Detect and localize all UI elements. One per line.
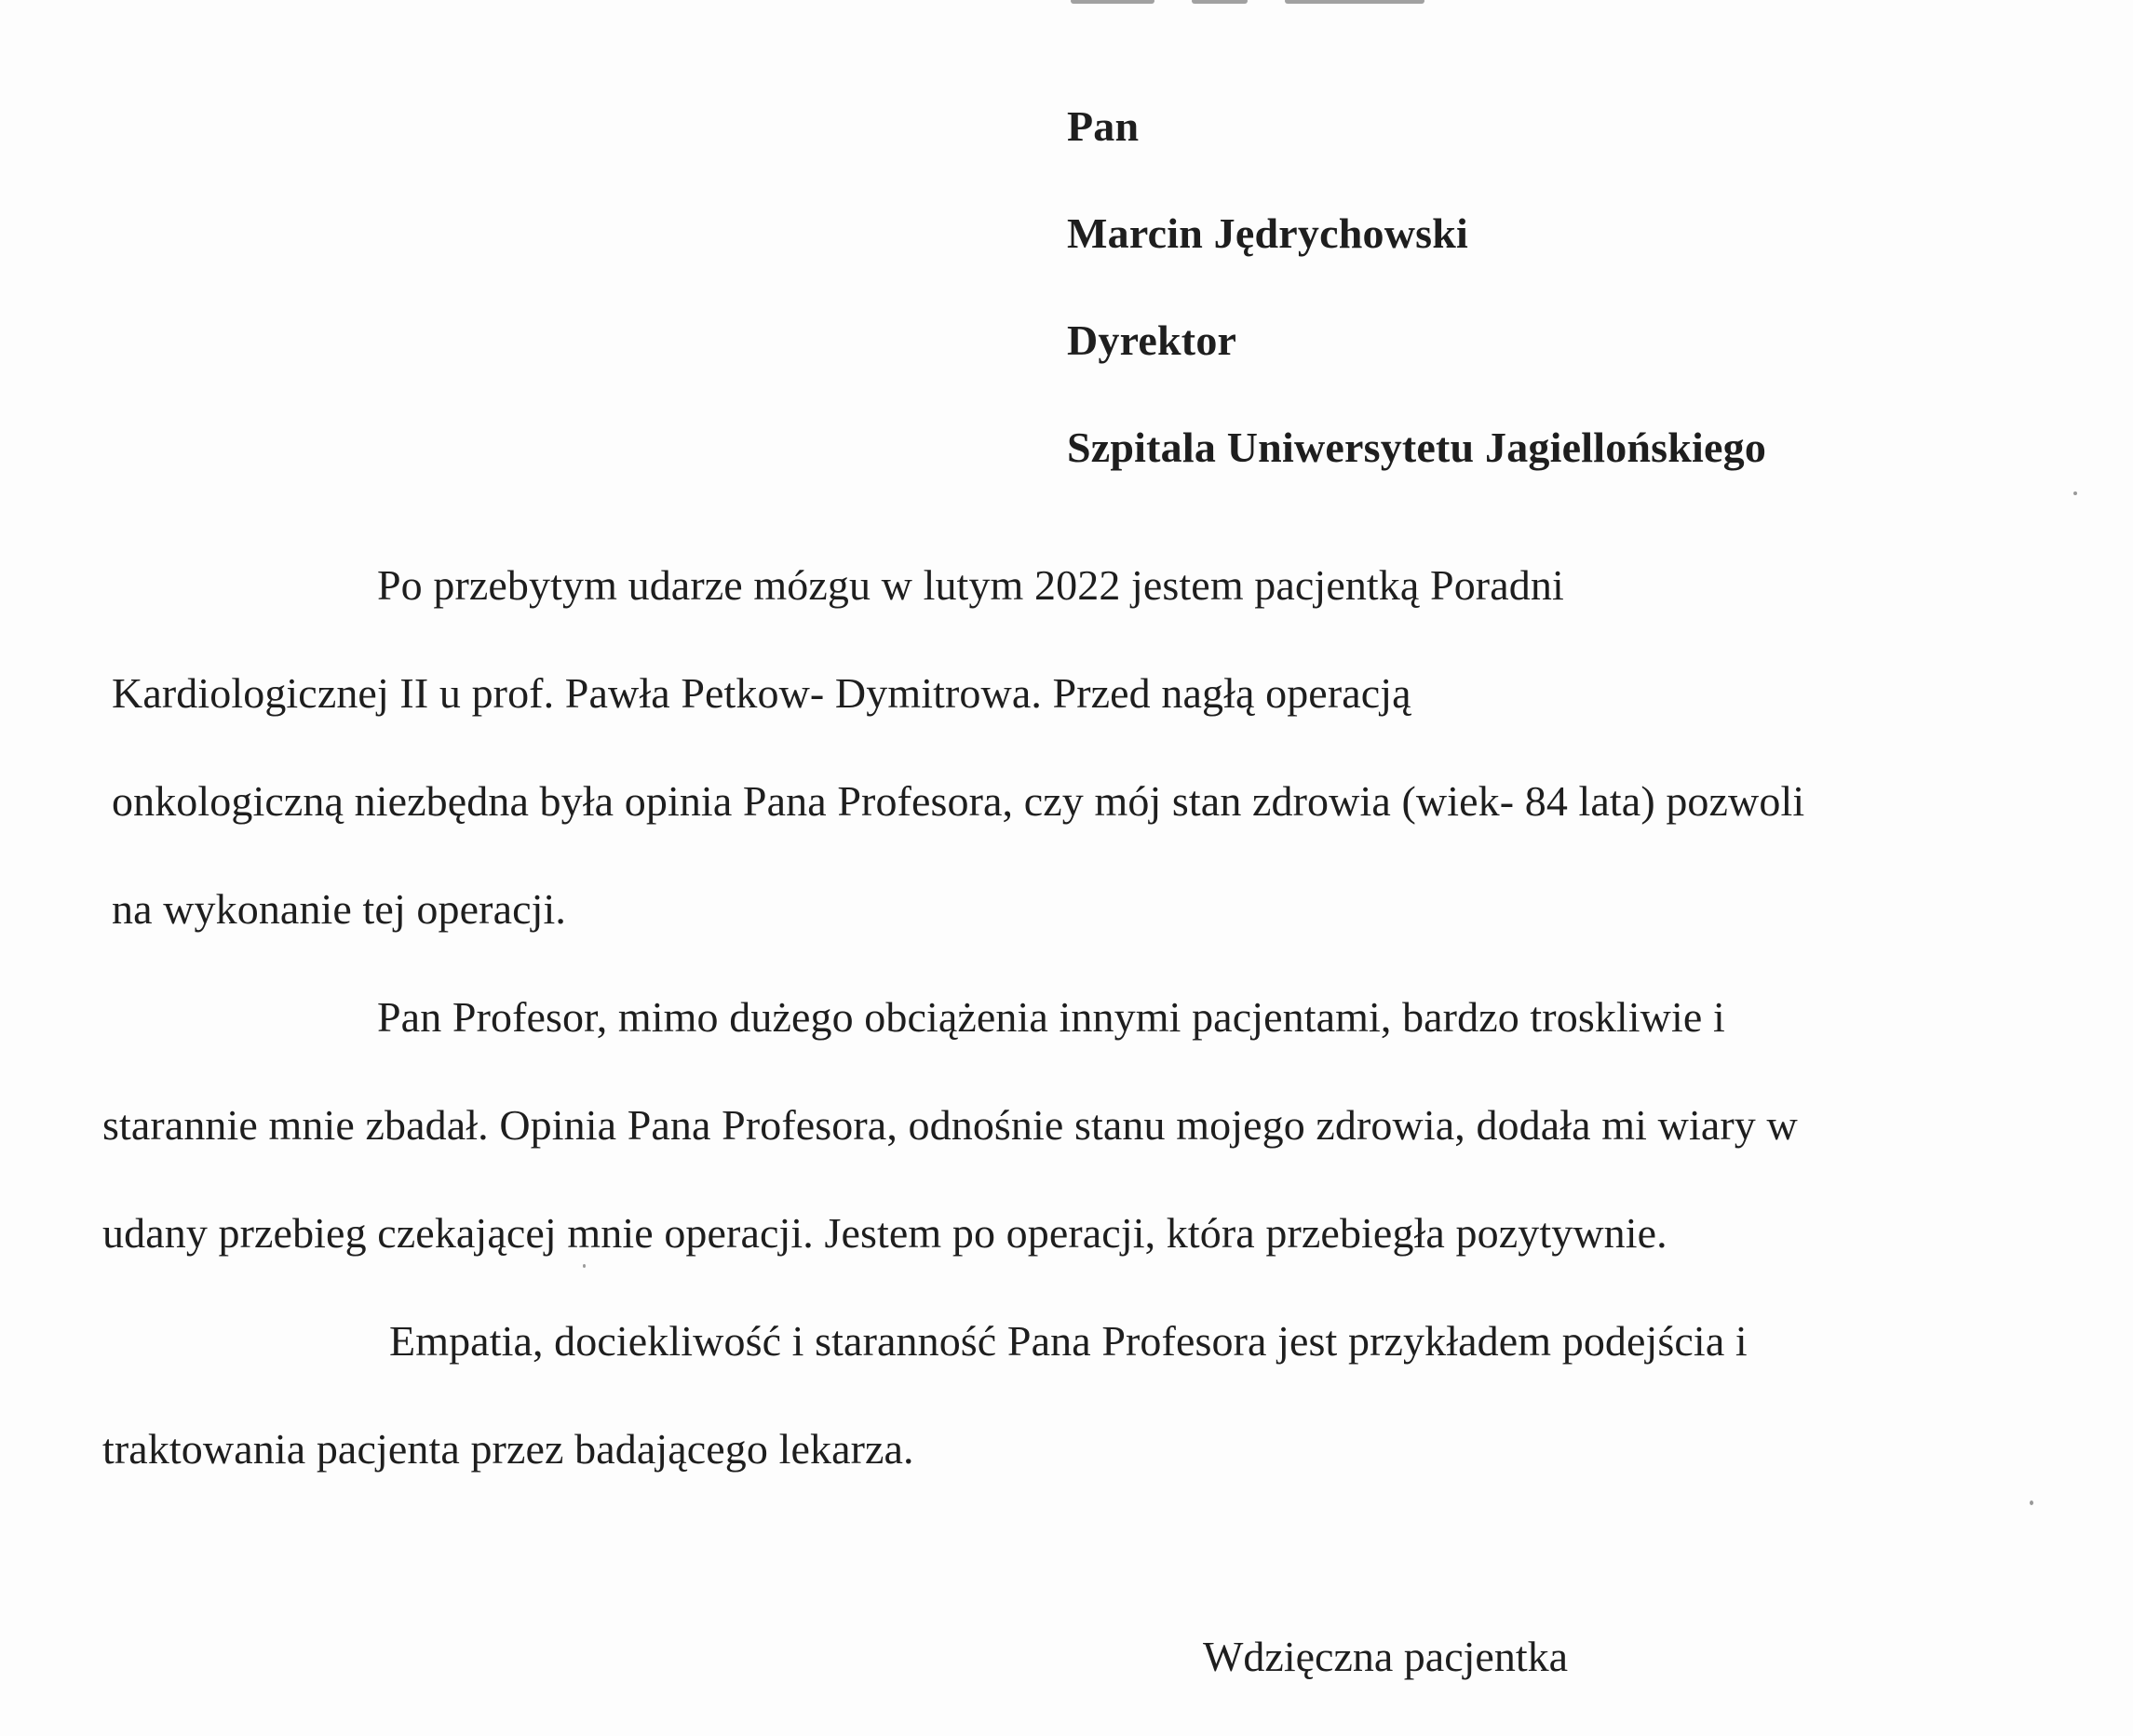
addressee-block <box>1067 73 1766 501</box>
paragraph-3-line-1: Empatia, dociekliwość i staranność Pana Profesora jest przykładem podejścia i <box>389 1317 1748 1365</box>
addressee-salutation: Pan <box>1067 102 1140 150</box>
paragraph-2-line-3: udany przebieg czekającej mnie operacji. Jestem po operacji, która przebiegła pozytywnie. <box>102 1209 1667 1257</box>
paragraph-1-line-2: Kardiologicznej II u prof. Pawła Petkow- Dymitrowa. Przed nagłą operacją <box>112 669 1411 717</box>
paragraph-1-line-4: na wykonanie tej operacji. <box>112 885 566 933</box>
addressee-name: Marcin Jędrychowski <box>1067 209 1468 257</box>
addressee-institution: Szpitala Uniwersytetu Jagiellońskiego <box>1067 424 1767 471</box>
signature-line: Wdzięczna pacjentka <box>1203 1633 1569 1680</box>
scan-speck <box>2073 491 2077 495</box>
paragraph-2-line-2: starannie mnie zbadał. Opinia Pana Profesora, odnośnie stanu mojego zdrowia, dodała mi wiary w <box>102 1101 1798 1149</box>
paragraph-1-line-1: Po przebytym udarze mózgu w lutym 2022 jestem pacjentką Poradni <box>377 561 1564 609</box>
scan-speck <box>583 1264 586 1268</box>
cut-off-header-line <box>1071 0 1592 9</box>
paragraph-3-line-2: traktowania pacjenta przez badającego lekarza. <box>102 1425 914 1473</box>
addressee-title: Dyrektor <box>1067 316 1237 364</box>
paragraph-1-line-3: onkologiczną niezbędna była opinia Pana Profesora, czy mój stan zdrowia (wiek- 84 lata) pozwoli <box>112 777 1805 825</box>
scan-speck <box>2030 1500 2033 1505</box>
paragraph-2-line-1: Pan Profesor, mimo dużego obciążenia innymi pacjentami, bardzo troskliwie i <box>377 993 1725 1041</box>
